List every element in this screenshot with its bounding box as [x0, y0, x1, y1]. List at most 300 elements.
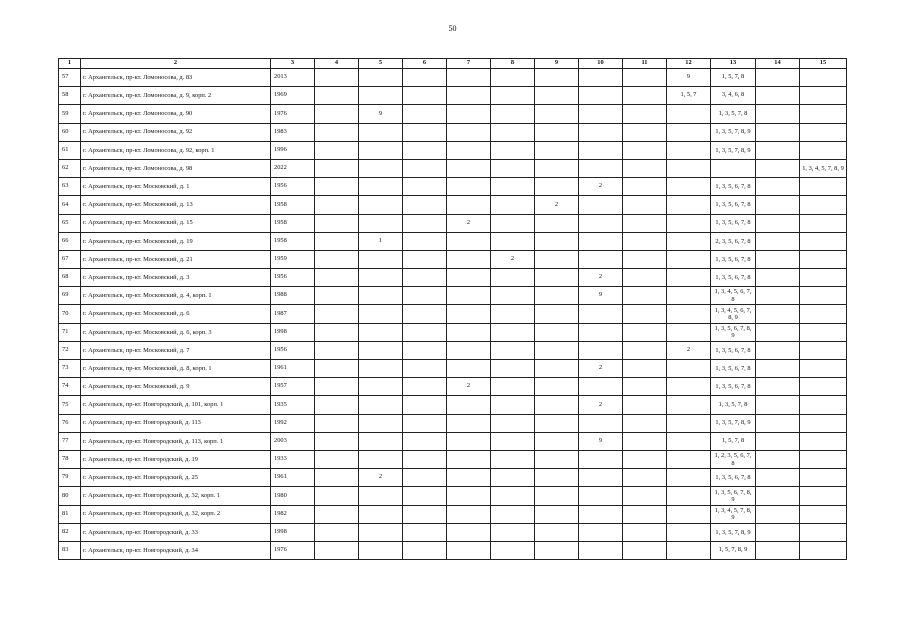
column-14-cell: [756, 450, 800, 468]
column-5-cell: [359, 141, 403, 159]
column-12-cell: [667, 123, 711, 141]
column-15-cell: [800, 214, 847, 232]
column-5-cell: [359, 505, 403, 523]
column-11-cell: [623, 232, 667, 250]
column-4-cell: [315, 178, 359, 196]
column-14-cell: [756, 432, 800, 450]
column-11-cell: [623, 432, 667, 450]
column-11-cell: [623, 541, 667, 559]
column-5-cell: [359, 250, 403, 268]
year-cell: 1933: [271, 450, 315, 468]
header-row: [59, 59, 847, 69]
column-4-cell: [315, 450, 359, 468]
column-11-cell: [623, 196, 667, 214]
column-10-cell: [579, 487, 623, 505]
column-14-cell: [756, 487, 800, 505]
column-7-cell: [447, 541, 491, 559]
table-row: [59, 469, 847, 487]
column-5-cell: [359, 214, 403, 232]
column-15-cell: [800, 69, 847, 87]
column-11-cell: [623, 505, 667, 523]
address-cell: г. Архангельск, пр-кт. Новгородский, д. 33: [81, 523, 271, 541]
address-cell: г. Архангельск, пр-кт. Московский, д. 4, корп. 1: [81, 287, 271, 305]
column-6-cell: [403, 323, 447, 341]
column-10-cell: [579, 159, 623, 177]
year-cell: 1957: [271, 378, 315, 396]
table-row: [59, 487, 847, 505]
column-8-cell: [491, 196, 535, 214]
column-7-cell: [447, 105, 491, 123]
column-15-cell: 1, 3, 4, 5, 7, 8, 9: [800, 159, 847, 177]
column-6-cell: [403, 505, 447, 523]
column-6-cell: [403, 287, 447, 305]
column-4-cell: [315, 159, 359, 177]
column-9-cell: [535, 469, 579, 487]
column-6-cell: [403, 396, 447, 414]
column-13-cell: 1, 3, 5, 6, 7, 8: [711, 250, 756, 268]
column-4-cell: [315, 196, 359, 214]
column-14-cell: [756, 305, 800, 323]
column-14-cell: [756, 250, 800, 268]
column-8-cell: [491, 450, 535, 468]
column-7-cell: [447, 87, 491, 105]
column-4-cell: [315, 323, 359, 341]
column-12-cell: [667, 269, 711, 287]
registry-table: [58, 58, 847, 560]
column-6-cell: [403, 123, 447, 141]
column-15-cell: [800, 487, 847, 505]
column-8-cell: [491, 232, 535, 250]
column-14-cell: [756, 469, 800, 487]
column-12-cell: 2: [667, 341, 711, 359]
table-row: [59, 159, 847, 177]
column-14-cell: [756, 178, 800, 196]
column-8-cell: [491, 123, 535, 141]
row-number-cell: 67: [59, 250, 81, 268]
column-header-12: 12: [667, 59, 711, 69]
table-row: [59, 269, 847, 287]
column-6-cell: [403, 432, 447, 450]
row-number-cell: 82: [59, 523, 81, 541]
column-14-cell: [756, 269, 800, 287]
column-13-cell: 1, 3, 5, 6, 7, 8, 9: [711, 323, 756, 341]
year-cell: 1976: [271, 105, 315, 123]
column-9-cell: 2: [535, 196, 579, 214]
column-10-cell: [579, 69, 623, 87]
address-cell: г. Архангельск, пр-кт. Московский, д. 19: [81, 232, 271, 250]
row-number-cell: 61: [59, 141, 81, 159]
row-number-cell: 58: [59, 87, 81, 105]
table-row: [59, 214, 847, 232]
address-cell: г. Архангельск, пр-кт. Московский, д. 13: [81, 196, 271, 214]
address-cell: г. Архангельск, пр-кт. Новгородский, д. 34: [81, 541, 271, 559]
column-4-cell: [315, 87, 359, 105]
column-4-cell: [315, 250, 359, 268]
column-10-cell: [579, 250, 623, 268]
column-5-cell: [359, 396, 403, 414]
year-cell: 1961: [271, 469, 315, 487]
column-5-cell: [359, 378, 403, 396]
column-4-cell: [315, 414, 359, 432]
column-6-cell: [403, 232, 447, 250]
table-row: [59, 178, 847, 196]
column-10-cell: [579, 323, 623, 341]
table-row: [59, 360, 847, 378]
row-number-cell: 60: [59, 123, 81, 141]
column-15-cell: [800, 323, 847, 341]
column-5-cell: [359, 178, 403, 196]
column-11-cell: [623, 178, 667, 196]
column-4-cell: [315, 378, 359, 396]
column-15-cell: [800, 450, 847, 468]
year-cell: 1998: [271, 523, 315, 541]
column-4-cell: [315, 141, 359, 159]
column-9-cell: [535, 323, 579, 341]
column-5-cell: [359, 123, 403, 141]
column-9-cell: [535, 541, 579, 559]
table-row: [59, 87, 847, 105]
column-5-cell: [359, 69, 403, 87]
year-cell: 1956: [271, 341, 315, 359]
column-12-cell: [667, 523, 711, 541]
column-9-cell: [535, 341, 579, 359]
row-number-cell: 65: [59, 214, 81, 232]
row-number-cell: 81: [59, 505, 81, 523]
column-9-cell: [535, 305, 579, 323]
column-14-cell: [756, 287, 800, 305]
column-header-2: 2: [81, 59, 271, 69]
column-15-cell: [800, 123, 847, 141]
column-14-cell: [756, 141, 800, 159]
column-10-cell: [579, 232, 623, 250]
address-cell: г. Архангельск, пр-кт. Ломоносова, д. 90: [81, 105, 271, 123]
row-number-cell: 64: [59, 196, 81, 214]
column-13-cell: 1, 3, 4, 5, 6, 7, 8: [711, 287, 756, 305]
column-4-cell: [315, 541, 359, 559]
column-15-cell: [800, 141, 847, 159]
column-10-cell: [579, 450, 623, 468]
column-header-9: 9: [535, 59, 579, 69]
column-8-cell: [491, 432, 535, 450]
column-15-cell: [800, 432, 847, 450]
table-row: [59, 123, 847, 141]
year-cell: 1992: [271, 414, 315, 432]
column-15-cell: [800, 341, 847, 359]
column-12-cell: [667, 178, 711, 196]
column-11-cell: [623, 87, 667, 105]
column-4-cell: [315, 432, 359, 450]
year-cell: 1996: [271, 141, 315, 159]
column-7-cell: [447, 287, 491, 305]
column-5-cell: [359, 541, 403, 559]
table-row: [59, 341, 847, 359]
year-cell: 1998: [271, 323, 315, 341]
column-12-cell: [667, 214, 711, 232]
column-15-cell: [800, 505, 847, 523]
column-7-cell: [447, 232, 491, 250]
column-14-cell: [756, 341, 800, 359]
year-cell: 2022: [271, 159, 315, 177]
column-6-cell: [403, 178, 447, 196]
column-9-cell: [535, 159, 579, 177]
column-4-cell: [315, 69, 359, 87]
column-14-cell: [756, 105, 800, 123]
column-4-cell: [315, 105, 359, 123]
column-7-cell: [447, 123, 491, 141]
column-13-cell: 1, 3, 5, 6, 7, 8: [711, 469, 756, 487]
column-9-cell: [535, 378, 579, 396]
column-7-cell: [447, 450, 491, 468]
column-12-cell: [667, 305, 711, 323]
column-13-cell: 1, 3, 5, 6, 7, 8: [711, 341, 756, 359]
column-header-3: 3: [271, 59, 315, 69]
column-13-cell: 1, 2, 3, 5, 6, 7, 8: [711, 450, 756, 468]
column-9-cell: [535, 69, 579, 87]
address-cell: г. Архангельск, пр-кт. Московский, д. 7: [81, 341, 271, 359]
column-12-cell: [667, 469, 711, 487]
column-9-cell: [535, 487, 579, 505]
address-cell: г. Архангельск, пр-кт. Новгородский, д. 19: [81, 450, 271, 468]
column-7-cell: [447, 469, 491, 487]
column-5-cell: [359, 269, 403, 287]
column-14-cell: [756, 69, 800, 87]
column-14-cell: [756, 414, 800, 432]
column-7-cell: 2: [447, 214, 491, 232]
column-6-cell: [403, 105, 447, 123]
column-13-cell: 1, 3, 5, 6, 7, 8: [711, 378, 756, 396]
column-6-cell: [403, 269, 447, 287]
year-cell: 1987: [271, 305, 315, 323]
column-7-cell: [447, 432, 491, 450]
column-11-cell: [623, 287, 667, 305]
address-cell: г. Архангельск, пр-кт. Московский, д. 15: [81, 214, 271, 232]
column-4-cell: [315, 214, 359, 232]
row-number-cell: 80: [59, 487, 81, 505]
column-14-cell: [756, 505, 800, 523]
column-13-cell: 1, 3, 5, 6, 7, 8, 9: [711, 487, 756, 505]
year-cell: 1976: [271, 541, 315, 559]
column-header-7: 7: [447, 59, 491, 69]
column-10-cell: 2: [579, 178, 623, 196]
column-12-cell: [667, 250, 711, 268]
column-13-cell: 1, 3, 5, 6, 7, 8: [711, 178, 756, 196]
column-15-cell: [800, 196, 847, 214]
column-6-cell: [403, 141, 447, 159]
column-11-cell: [623, 69, 667, 87]
column-12-cell: [667, 360, 711, 378]
address-cell: г. Архангельск, пр-кт. Новгородский, д. 25: [81, 469, 271, 487]
row-number-cell: 66: [59, 232, 81, 250]
column-15-cell: [800, 414, 847, 432]
table-row: [59, 69, 847, 87]
column-10-cell: [579, 505, 623, 523]
address-cell: г. Архангельск, пр-кт. Ломоносова, д. 83: [81, 69, 271, 87]
column-12-cell: [667, 541, 711, 559]
column-5-cell: 1: [359, 232, 403, 250]
column-13-cell: 1, 3, 5, 6, 7, 8: [711, 269, 756, 287]
year-cell: 1980: [271, 487, 315, 505]
column-5-cell: [359, 323, 403, 341]
column-15-cell: [800, 378, 847, 396]
column-11-cell: [623, 341, 667, 359]
column-9-cell: [535, 123, 579, 141]
table-row: [59, 232, 847, 250]
column-9-cell: [535, 287, 579, 305]
column-4-cell: [315, 287, 359, 305]
address-cell: г. Архангельск, пр-кт. Новгородский, д. 101, корп. 1: [81, 396, 271, 414]
column-5-cell: [359, 305, 403, 323]
column-10-cell: [579, 523, 623, 541]
year-cell: 2003: [271, 432, 315, 450]
column-7-cell: [447, 196, 491, 214]
column-13-cell: 1, 3, 5, 7, 8, 9: [711, 523, 756, 541]
column-9-cell: [535, 214, 579, 232]
column-8-cell: [491, 541, 535, 559]
column-9-cell: [535, 141, 579, 159]
column-14-cell: [756, 378, 800, 396]
table-row: [59, 105, 847, 123]
column-12-cell: [667, 287, 711, 305]
column-5-cell: [359, 360, 403, 378]
column-5-cell: 9: [359, 105, 403, 123]
column-15-cell: [800, 232, 847, 250]
address-cell: г. Архангельск, пр-кт. Московский, д. 21: [81, 250, 271, 268]
table-row: [59, 396, 847, 414]
column-7-cell: [447, 341, 491, 359]
column-14-cell: [756, 196, 800, 214]
column-15-cell: [800, 396, 847, 414]
column-13-cell: 3, 4, 6, 8: [711, 87, 756, 105]
column-5-cell: [359, 341, 403, 359]
column-8-cell: [491, 414, 535, 432]
column-8-cell: [491, 305, 535, 323]
column-7-cell: [447, 159, 491, 177]
column-13-cell: 1, 3, 4, 5, 6, 7, 8, 9: [711, 305, 756, 323]
column-8-cell: [491, 105, 535, 123]
column-11-cell: [623, 323, 667, 341]
row-number-cell: 72: [59, 341, 81, 359]
column-10-cell: [579, 141, 623, 159]
column-15-cell: [800, 178, 847, 196]
column-10-cell: [579, 87, 623, 105]
column-6-cell: [403, 450, 447, 468]
column-9-cell: [535, 105, 579, 123]
column-5-cell: [359, 196, 403, 214]
address-cell: г. Архангельск, пр-кт. Московский, д. 6, корп. 3: [81, 323, 271, 341]
column-4-cell: [315, 487, 359, 505]
column-6-cell: [403, 523, 447, 541]
column-7-cell: [447, 69, 491, 87]
column-11-cell: [623, 305, 667, 323]
column-11-cell: [623, 250, 667, 268]
column-10-cell: [579, 378, 623, 396]
column-8-cell: [491, 178, 535, 196]
year-cell: 1956: [271, 269, 315, 287]
column-13-cell: 1, 3, 5, 7, 8, 9: [711, 414, 756, 432]
column-10-cell: [579, 341, 623, 359]
column-10-cell: 2: [579, 360, 623, 378]
table-row: [59, 432, 847, 450]
table-row: [59, 414, 847, 432]
column-15-cell: [800, 105, 847, 123]
column-4-cell: [315, 232, 359, 250]
column-12-cell: [667, 232, 711, 250]
column-header-5: 5: [359, 59, 403, 69]
row-number-cell: 62: [59, 159, 81, 177]
column-10-cell: [579, 105, 623, 123]
address-cell: г. Архангельск, пр-кт. Московский, д. 8, корп. 1: [81, 360, 271, 378]
column-header-8: 8: [491, 59, 535, 69]
column-10-cell: 9: [579, 287, 623, 305]
column-7-cell: [447, 414, 491, 432]
column-header-11: 11: [623, 59, 667, 69]
column-13-cell: 1, 5, 7, 8: [711, 432, 756, 450]
address-cell: г. Архангельск, пр-кт. Ломоносова, д. 92: [81, 123, 271, 141]
column-12-cell: [667, 432, 711, 450]
column-8-cell: [491, 287, 535, 305]
row-number-cell: 74: [59, 378, 81, 396]
row-number-cell: 83: [59, 541, 81, 559]
column-15-cell: [800, 250, 847, 268]
column-15-cell: [800, 541, 847, 559]
column-6-cell: [403, 341, 447, 359]
column-11-cell: [623, 159, 667, 177]
row-number-cell: 78: [59, 450, 81, 468]
column-9-cell: [535, 414, 579, 432]
column-6-cell: [403, 414, 447, 432]
address-cell: г. Архангельск, пр-кт. Ломоносова, д. 9, корп. 2: [81, 87, 271, 105]
column-12-cell: [667, 323, 711, 341]
table-row: [59, 378, 847, 396]
column-4-cell: [315, 269, 359, 287]
column-7-cell: [447, 305, 491, 323]
column-10-cell: [579, 196, 623, 214]
column-4-cell: [315, 505, 359, 523]
column-6-cell: [403, 87, 447, 105]
year-cell: 1958: [271, 214, 315, 232]
column-8-cell: [491, 396, 535, 414]
column-12-cell: [667, 159, 711, 177]
row-number-cell: 59: [59, 105, 81, 123]
column-9-cell: [535, 178, 579, 196]
column-14-cell: [756, 159, 800, 177]
column-9-cell: [535, 269, 579, 287]
column-14-cell: [756, 214, 800, 232]
row-number-cell: 71: [59, 323, 81, 341]
column-6-cell: [403, 250, 447, 268]
table-row: [59, 505, 847, 523]
column-5-cell: [359, 414, 403, 432]
address-cell: г. Архангельск, пр-кт. Московский, д. 9: [81, 378, 271, 396]
column-14-cell: [756, 396, 800, 414]
row-number-cell: 76: [59, 414, 81, 432]
column-header-13: 13: [711, 59, 756, 69]
column-6-cell: [403, 196, 447, 214]
column-header-10: 10: [579, 59, 623, 69]
column-13-cell: 1, 3, 5, 6, 7, 8: [711, 360, 756, 378]
column-15-cell: [800, 269, 847, 287]
column-13-cell: 1, 3, 5, 7, 8, 9: [711, 123, 756, 141]
column-12-cell: [667, 487, 711, 505]
column-5-cell: [359, 523, 403, 541]
column-5-cell: [359, 159, 403, 177]
column-8-cell: [491, 469, 535, 487]
column-11-cell: [623, 414, 667, 432]
column-4-cell: [315, 123, 359, 141]
table-row: [59, 305, 847, 323]
column-10-cell: [579, 214, 623, 232]
column-14-cell: [756, 523, 800, 541]
